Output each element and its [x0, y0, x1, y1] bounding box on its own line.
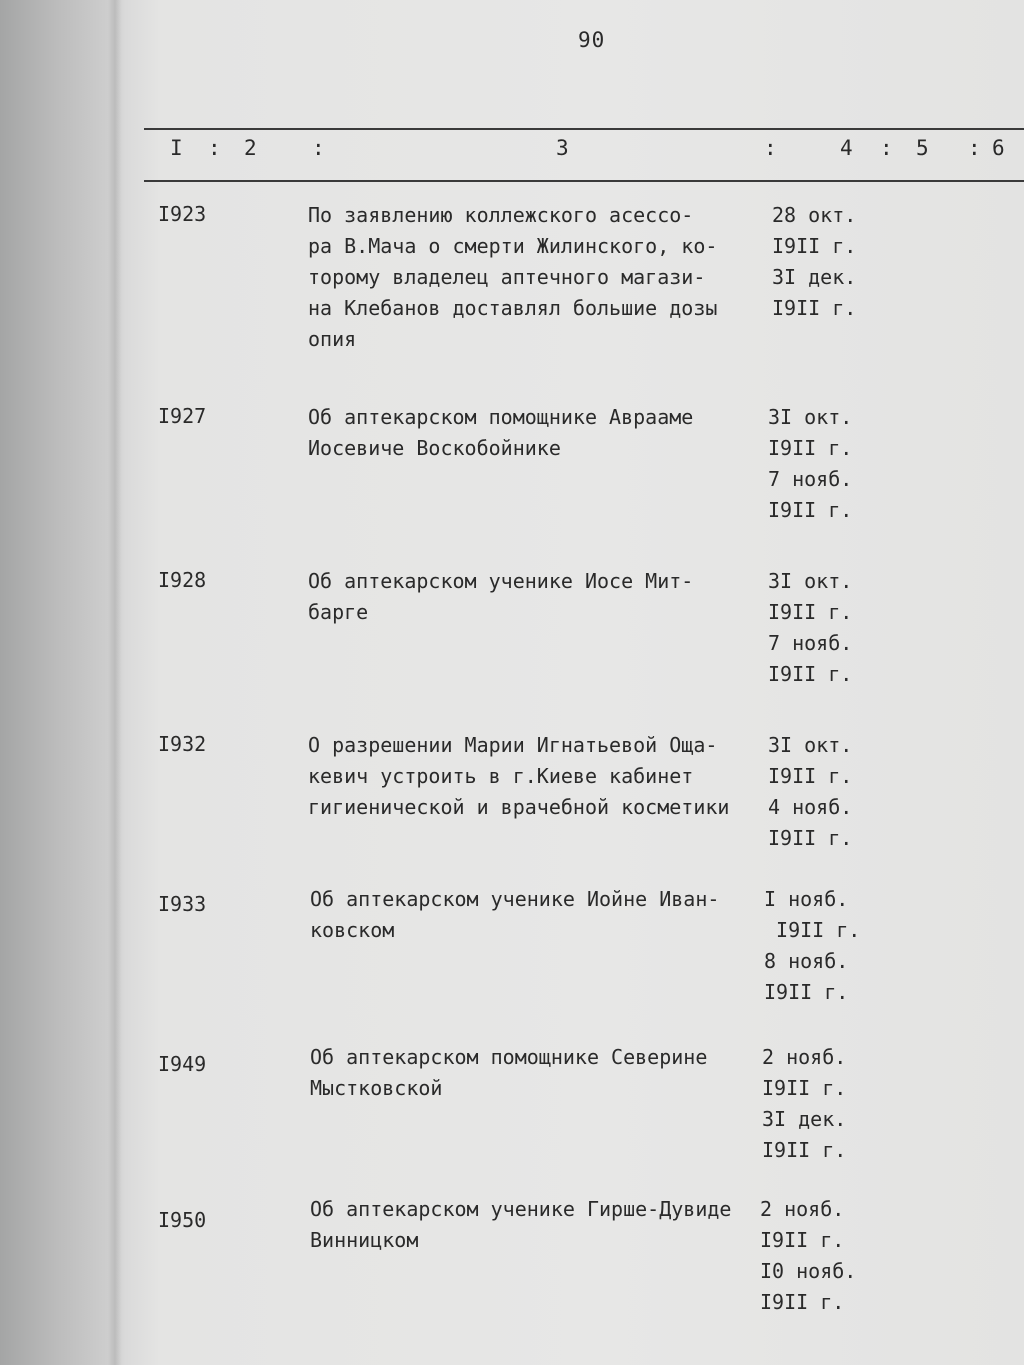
header-col-5: 5 — [916, 136, 929, 160]
entry-dates: 2 нояб. I9II г. I0 нояб. I9II г. — [760, 1197, 857, 1314]
header-sep-3: : — [764, 136, 777, 160]
entry-dates: 2 нояб. I9II г. 3I дек. I9II г. — [762, 1045, 847, 1162]
page-number: 90 — [578, 28, 606, 52]
header-sep-5: : — [968, 136, 981, 160]
entry-number: I933 — [158, 892, 207, 916]
entry-title: Об аптекарском ученике Иосе Мит- барге — [308, 569, 694, 624]
header-rule-top — [144, 128, 1024, 130]
entry-number: I949 — [158, 1052, 207, 1076]
entry-number: I932 — [158, 732, 207, 756]
entry-title: Об аптекарском помощнике Аврааме Иосевиче Воскобойнике — [308, 405, 694, 460]
entry-number: I927 — [158, 404, 207, 428]
entry-number: I950 — [158, 1208, 207, 1232]
header-sep-2: : — [312, 136, 325, 160]
entry-title: Об аптекарском помощнике Северине Мыстковской — [310, 1045, 708, 1100]
entry-dates: 3I окт. I9II г. 7 нояб. I9II г. — [768, 569, 853, 686]
entry-title: Об аптекарском ученике Гирше-Дувиде Винницком — [310, 1197, 732, 1252]
entry-dates: 3I окт. I9II г. 4 нояб. I9II г. — [768, 733, 853, 850]
entry-title: О разрешении Марии Игнатьевой Оща- кевич устроить в г.Киеве кабинет гигиенической и врачебной косметики — [308, 733, 730, 819]
header-col-6: 6 — [992, 136, 1005, 160]
book-spine-shadow — [108, 0, 122, 1365]
header-sep-4: : — [880, 136, 893, 160]
entry-dates: 28 окт. I9II г. 3I дек. I9II г. — [772, 203, 857, 320]
header-col-2: 2 — [244, 136, 257, 160]
header-col-4: 4 — [840, 136, 853, 160]
header-col-3: 3 — [556, 136, 569, 160]
header-sep-1: : — [208, 136, 221, 160]
header-rule-bottom — [144, 180, 1024, 182]
header-col-1: I — [170, 136, 183, 160]
entry-number: I923 — [158, 202, 207, 226]
entry-number: I928 — [158, 568, 207, 592]
entry-title: По заявлению коллежского асессо- ра В.Мача о смерти Жилинского, ко- торому владелец аптечного магази- на Клебанов доставлял большие дозы опия — [308, 203, 718, 351]
entry-title: Об аптекарском ученике Иойне Иван- ковском — [310, 887, 720, 942]
entry-dates: I нояб. I9II г. 8 нояб. I9II г. — [764, 887, 861, 1004]
entry-dates: 3I окт. I9II г. 7 нояб. I9II г. — [768, 405, 853, 522]
